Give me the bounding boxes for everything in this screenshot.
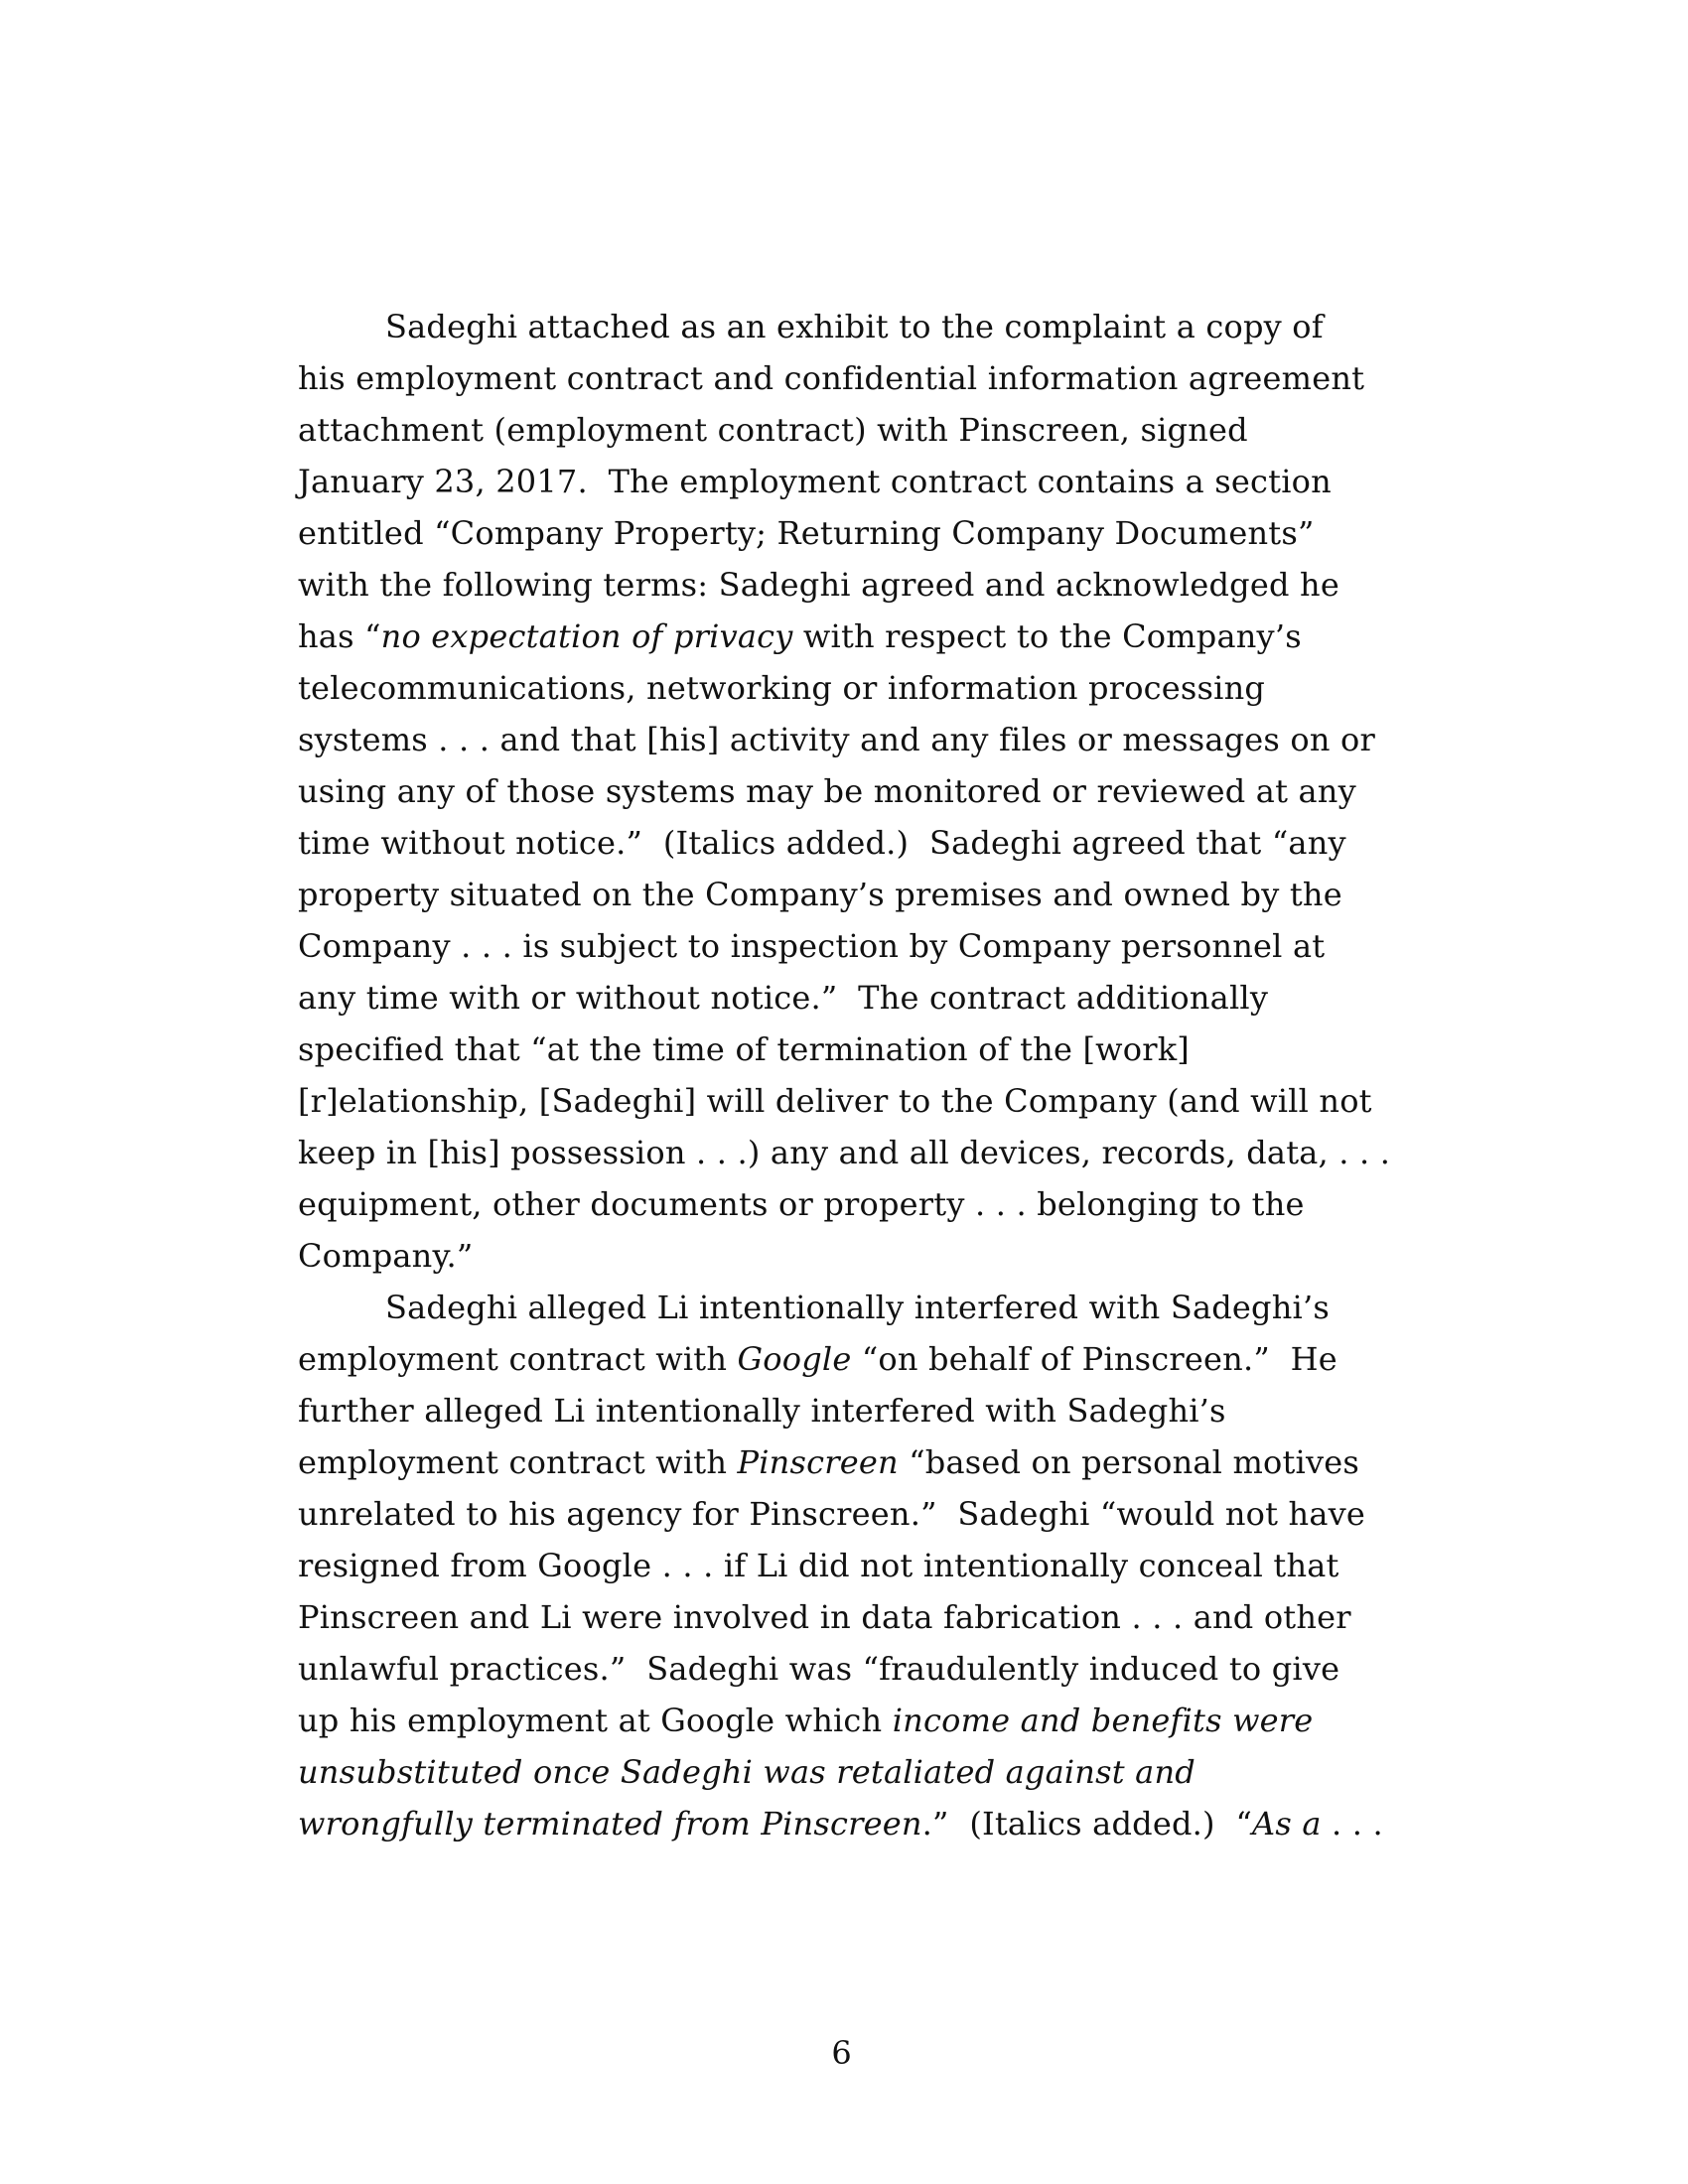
text-segment: unlawful practices.” Sadeghi was “fraudulently induced to give [298, 1650, 1340, 1688]
text-line [298, 817, 1385, 869]
text-line [298, 301, 1385, 352]
text-line [298, 611, 1385, 662]
text-segment: property situated on the Company’s premises and owned by the [298, 876, 1342, 913]
text-line [298, 1591, 1385, 1643]
text-line [298, 1540, 1385, 1591]
text-line [298, 1282, 1385, 1333]
text-line [298, 1178, 1385, 1230]
text-line [298, 920, 1385, 972]
text-line [298, 1230, 1385, 1282]
text-segment: “on behalf of Pinscreen.” He [851, 1340, 1337, 1378]
text-line [298, 1695, 1385, 1746]
text-line [298, 662, 1385, 714]
text-segment: has “ [298, 617, 381, 655]
text-line [298, 1643, 1385, 1695]
text-segment: keep in [his] possession . . .) any and all devices, records, data, . . . [298, 1134, 1391, 1171]
body-text [298, 301, 1391, 1849]
text-segment: Sadeghi attached as an exhibit to the complaint a copy of [385, 308, 1324, 345]
text-segment: entitled “Company Property; Returning Company Documents” [298, 514, 1315, 552]
text-segment: his employment contract and confidential information agreement [298, 359, 1365, 397]
text-segment: January 23, 2017. The employment contract contains a section [298, 463, 1332, 500]
text-line [298, 765, 1385, 817]
text-line [298, 1024, 1385, 1075]
italic-text-segment: Google [737, 1340, 852, 1378]
text-segment: .” (Italics added.) “ [921, 1805, 1253, 1843]
text-line [298, 352, 1385, 404]
page-number: 6 [831, 2034, 852, 2072]
text-line [298, 714, 1385, 765]
italic-text-segment: income and benefits were [892, 1702, 1314, 1739]
text-segment: Pinscreen and Li were involved in data fabrication . . . and other [298, 1598, 1351, 1636]
text-segment: time without notice.” (Italics added.) Sadeghi agreed that “any [298, 824, 1346, 862]
text-line [298, 404, 1385, 456]
italic-text-segment: unsubstituted once Sadeghi was retaliated against and [298, 1753, 1196, 1791]
text-segment: any time with or without notice.” The contract additionally [298, 979, 1269, 1017]
text-segment: telecommunications, networking or information processing [298, 669, 1266, 707]
italic-text-segment: Pinscreen [737, 1443, 899, 1481]
italic-text-segment: wrongfully terminated from Pinscreen [298, 1805, 922, 1843]
text-line [298, 1075, 1385, 1127]
text-segment: employment contract with [298, 1340, 738, 1378]
text-segment: equipment, other documents or property . . . belonging to the [298, 1185, 1305, 1223]
text-segment: . . . [1321, 1805, 1383, 1843]
text-segment: attachment (employment contract) with Pinscreen, signed [298, 411, 1248, 449]
text-line [298, 1127, 1391, 1178]
text-segment: employment contract with [298, 1443, 738, 1481]
text-segment: systems . . . and that [his] activity and any files or messages on or [298, 721, 1376, 758]
text-line [298, 559, 1385, 611]
text-line [298, 456, 1385, 507]
text-segment: with respect to the Company’s [792, 617, 1302, 655]
text-segment: using any of those systems may be monitored or reviewed at any [298, 772, 1356, 810]
text-segment: [r]elationship, [Sadeghi] will deliver to the Company (and will not [298, 1082, 1372, 1120]
text-line [298, 1798, 1385, 1849]
text-segment: Company . . . is subject to inspection by Company personnel at [298, 927, 1326, 965]
text-segment: further alleged Li intentionally interfered with Sadeghi’s [298, 1392, 1226, 1430]
italic-text-segment: As a [1252, 1805, 1322, 1843]
text-line [298, 869, 1385, 920]
text-segment: resigned from Google . . . if Li did not intentionally conceal that [298, 1547, 1339, 1584]
text-segment: unrelated to his agency for Pinscreen.” Sadeghi “would not have [298, 1495, 1366, 1533]
text-line [298, 1333, 1385, 1385]
text-segment: Sadeghi alleged Li intentionally interfered with Sadeghi’s [385, 1289, 1330, 1326]
text-segment: with the following terms: Sadeghi agreed and acknowledged he [298, 566, 1339, 604]
text-line [298, 1746, 1385, 1798]
text-segment: “based on personal motives [898, 1443, 1360, 1481]
text-segment: up his employment at Google which [298, 1702, 893, 1739]
text-segment: specified that “at the time of termination of the [work] [298, 1030, 1190, 1068]
text-line [298, 972, 1385, 1024]
text-segment: Company.” [298, 1237, 474, 1275]
text-line [298, 1488, 1385, 1540]
text-line [298, 1385, 1385, 1436]
text-line [298, 1436, 1385, 1488]
italic-text-segment: no expectation of privacy [380, 617, 793, 655]
text-line [298, 507, 1385, 559]
